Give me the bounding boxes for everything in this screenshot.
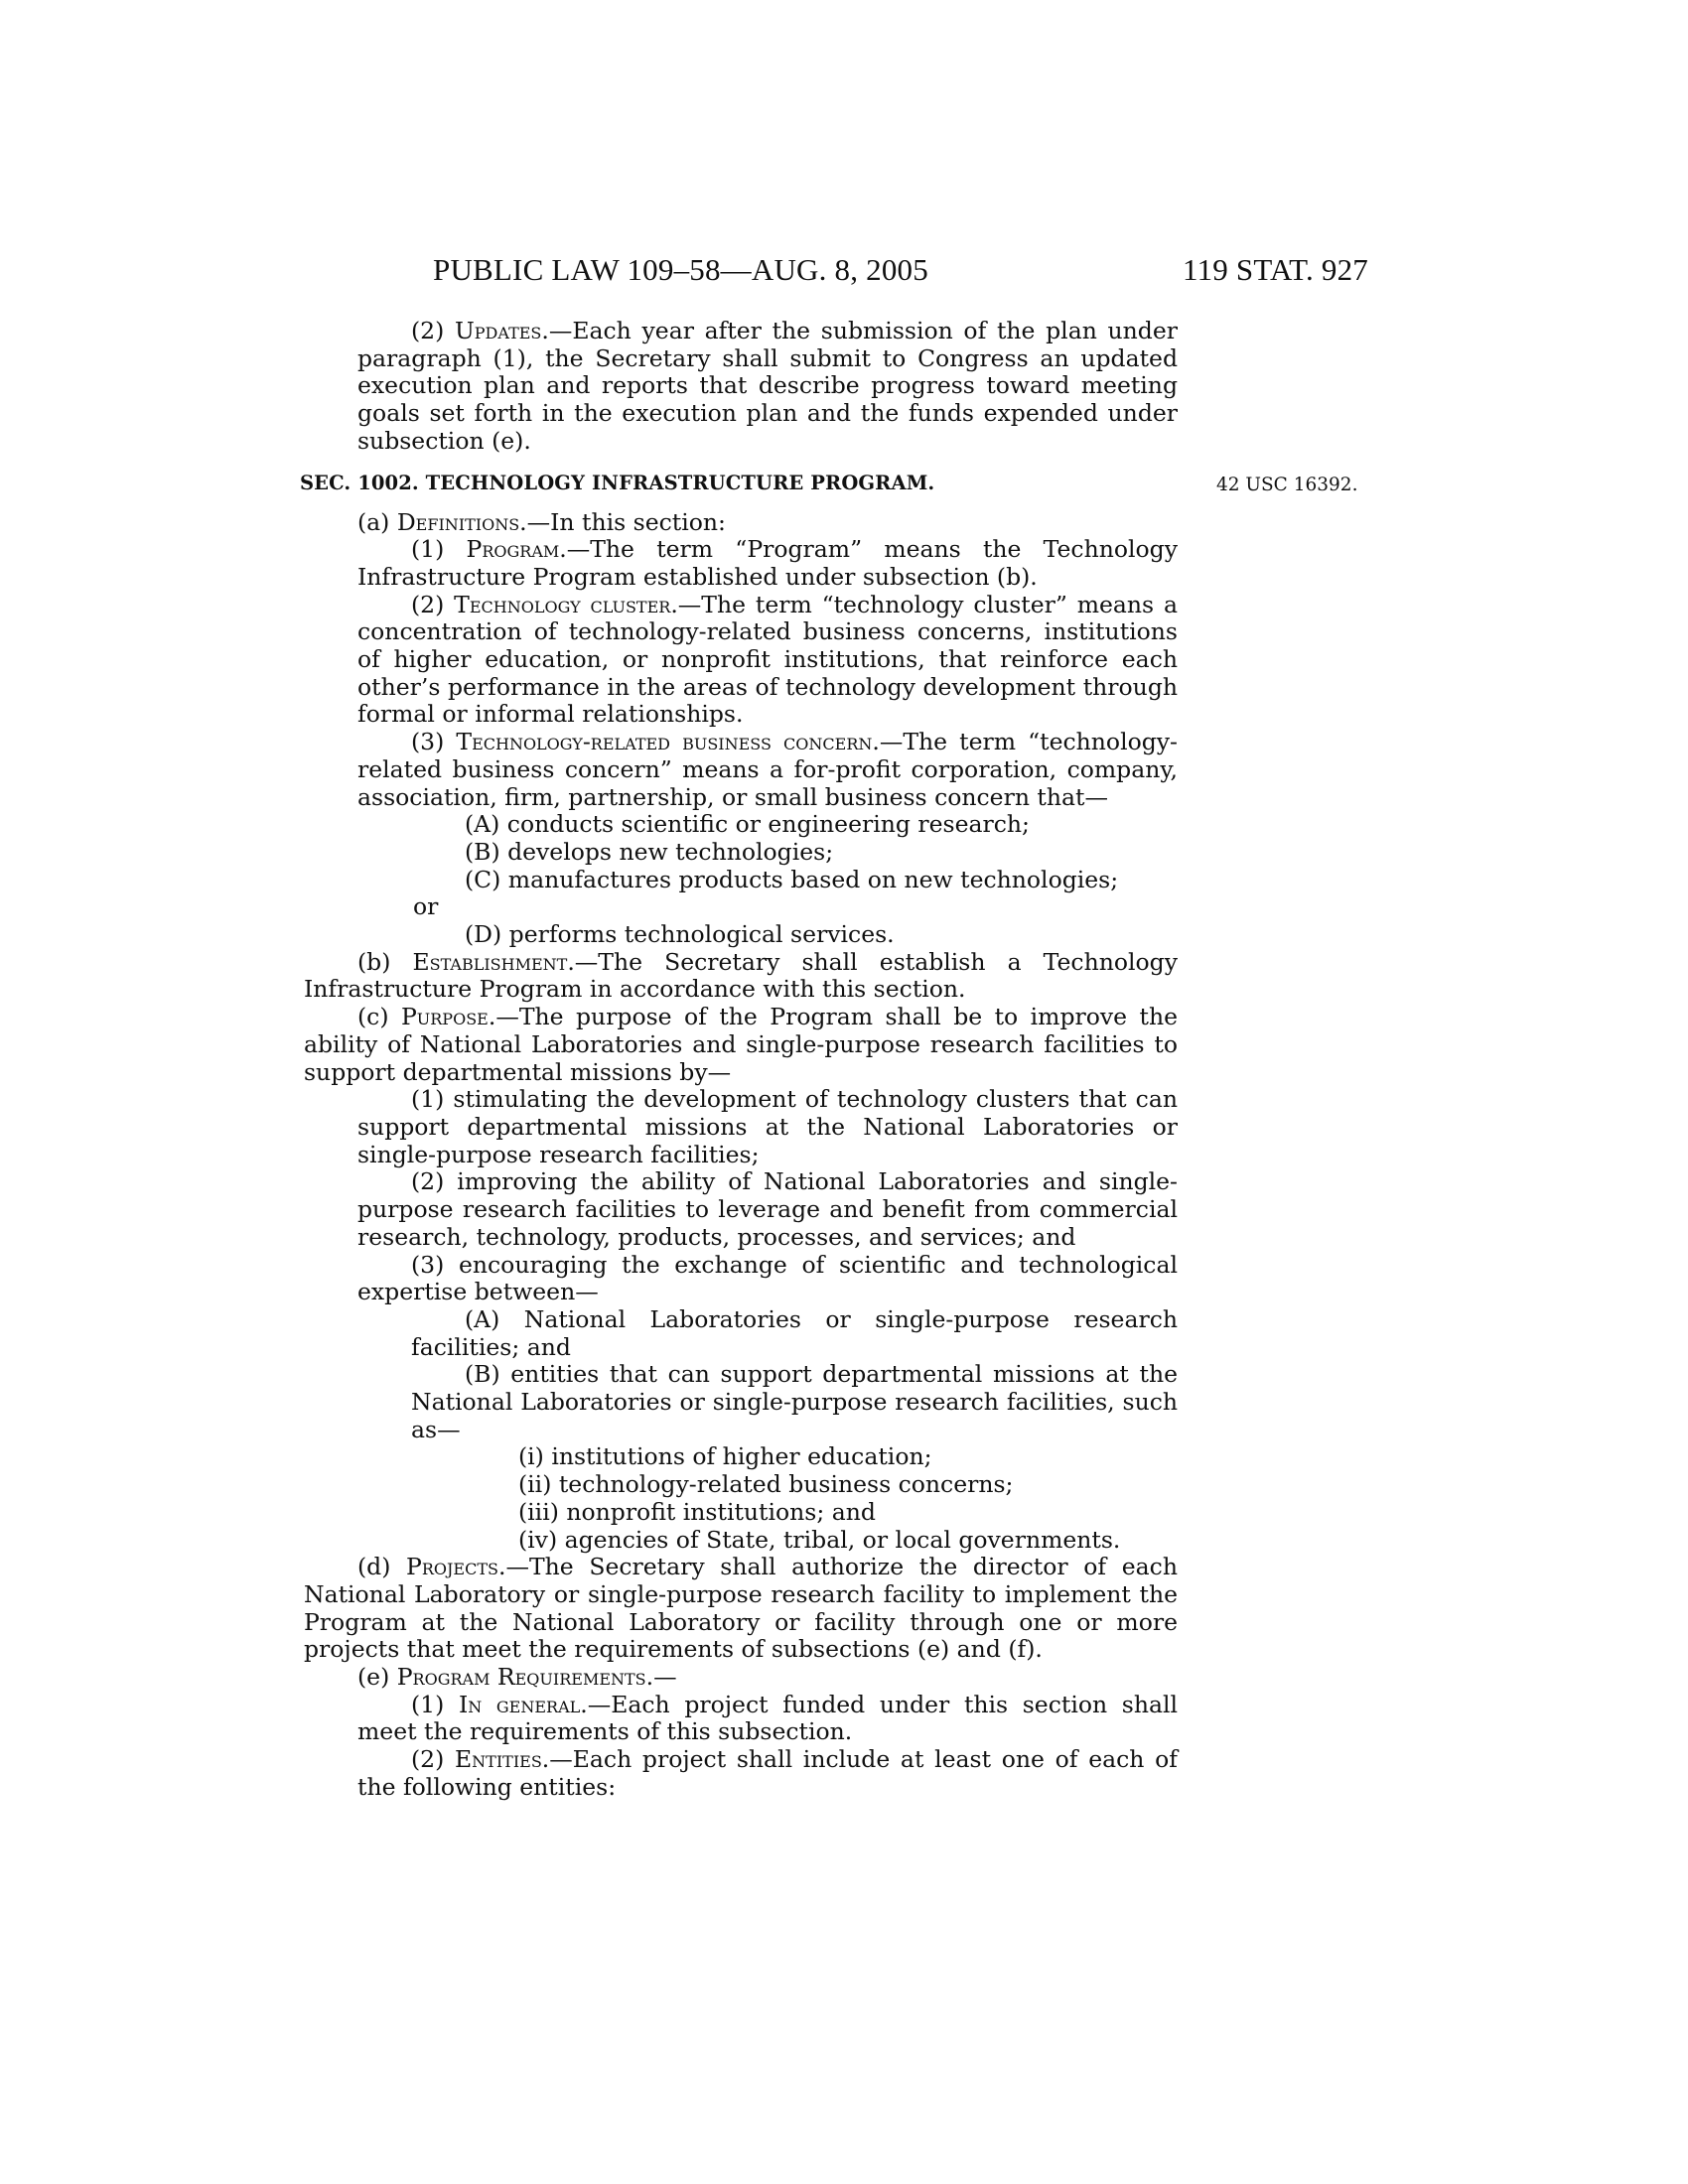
heading-updates: Updates [454, 317, 542, 344]
definition-technology-cluster: (2) Technology cluster.—The term “technology cluster” means a concentration of technology-related business concerns, institutions of higher education, or nonprofit institutions, that reinforce each other’s performance in the areas of technology development through formal or informal relationships. [357, 590, 1178, 729]
list-item: (ii) technology-related business concerns; [518, 1470, 1014, 1499]
list-item: (D) performs technological services. [465, 920, 895, 949]
list-connector: or [413, 892, 439, 921]
subsection-b: (b) Establishment.—The Secretary shall establish a Technology Infrastructure Program in accordance with this section. [304, 947, 1178, 1004]
running-header: PUBLIC LAW 109–58—AUG. 8, 2005 [433, 252, 928, 287]
heading-definitions: Definitions [396, 507, 520, 536]
list-item: (A) conducts scientific or engineering research; [465, 810, 1030, 839]
requirements-paragraph-2: (2) Entities.—Each project shall include at least one of each of the following entities: [357, 1745, 1178, 1801]
paragraph-updates: (2) Updates.—Each year after the submission of the plan under paragraph (1), the Secretary shall submit to Congress an updated execution plan and reports that describe progress toward meeting goals set forth in the execution plan and the funds expended under subsection (e). [357, 317, 1178, 455]
definition-program: (1) Program.—The term “Program” means the Technology Infrastructure Program established under subsection (b). [357, 535, 1178, 591]
subsection-d: (d) Projects.—The Secretary shall authorize the director of each National Laboratory or single-purpose research facility to implement the Program at the National Laboratory or facility through one or more projects that meet the requirements of subsections (e) and (f). [304, 1553, 1178, 1664]
statute-body [300, 317, 1358, 1802]
purpose-subparagraph-b: (B) entities that can support departmental missions at the National Laboratories or single-purpose research facilities, such as— [411, 1360, 1178, 1443]
requirements-paragraph-1: (1) In general.—Each project funded under this section shall meet the requirements of this subsection. [357, 1690, 1179, 1746]
heading-projects: Projects [406, 1553, 498, 1581]
section-heading [300, 470, 1358, 497]
definition-business-concern: (3) Technology-related business concern.—The term “technology-related business concern” means a for-profit corporation, company, association, firm, partnership, or small business concern that— [357, 728, 1178, 811]
list-item: (iv) agencies of State, tribal, or local governments. [518, 1525, 1121, 1554]
page-stat-citation: 119 STAT. 927 [1183, 252, 1368, 287]
purpose-paragraph-1: (1) stimulating the development of technology clusters that can support departmental missions at the National Laboratories or single-purpose research facilities; [357, 1085, 1178, 1168]
subsection-c: (c) Purpose.—The purpose of the Program shall be to improve the ability of National Laboratories and single-purpose research facilities to support departmental missions by— [304, 1003, 1179, 1086]
purpose-paragraph-3: (3) encouraging the exchange of scientific and technological expertise between— [357, 1250, 1178, 1306]
purpose-subparagraph-a: (A) National Laboratories or single-purpose research facilities; and [411, 1304, 1178, 1361]
heading-program-requirements: Program Requirements [396, 1663, 646, 1692]
heading-purpose: Purpose [400, 1003, 489, 1031]
list-item: (C) manufactures products based on new technologies; [465, 865, 1119, 893]
list-item: (iii) nonprofit institutions; and [518, 1497, 876, 1526]
heading-establishment: Establishment [412, 947, 568, 976]
purpose-paragraph-2: (2) improving the ability of National Laboratories and single-purpose research facilities to leverage and benefit from commercial research, technology, products, processes, and services; and [357, 1167, 1178, 1251]
list-item: (B) develops new technologies; [465, 837, 834, 866]
section-title: SEC. 1002. TECHNOLOGY INFRASTRUCTURE PROGRAM. [300, 471, 935, 494]
usc-margin-note: 42 USC 16392. [1216, 474, 1358, 495]
subsection-a: (a) Definitions.—In this section: [357, 507, 726, 536]
subsection-e: (e) Program Requirements.— [357, 1663, 677, 1692]
list-item: (i) institutions of higher education; [518, 1442, 932, 1471]
